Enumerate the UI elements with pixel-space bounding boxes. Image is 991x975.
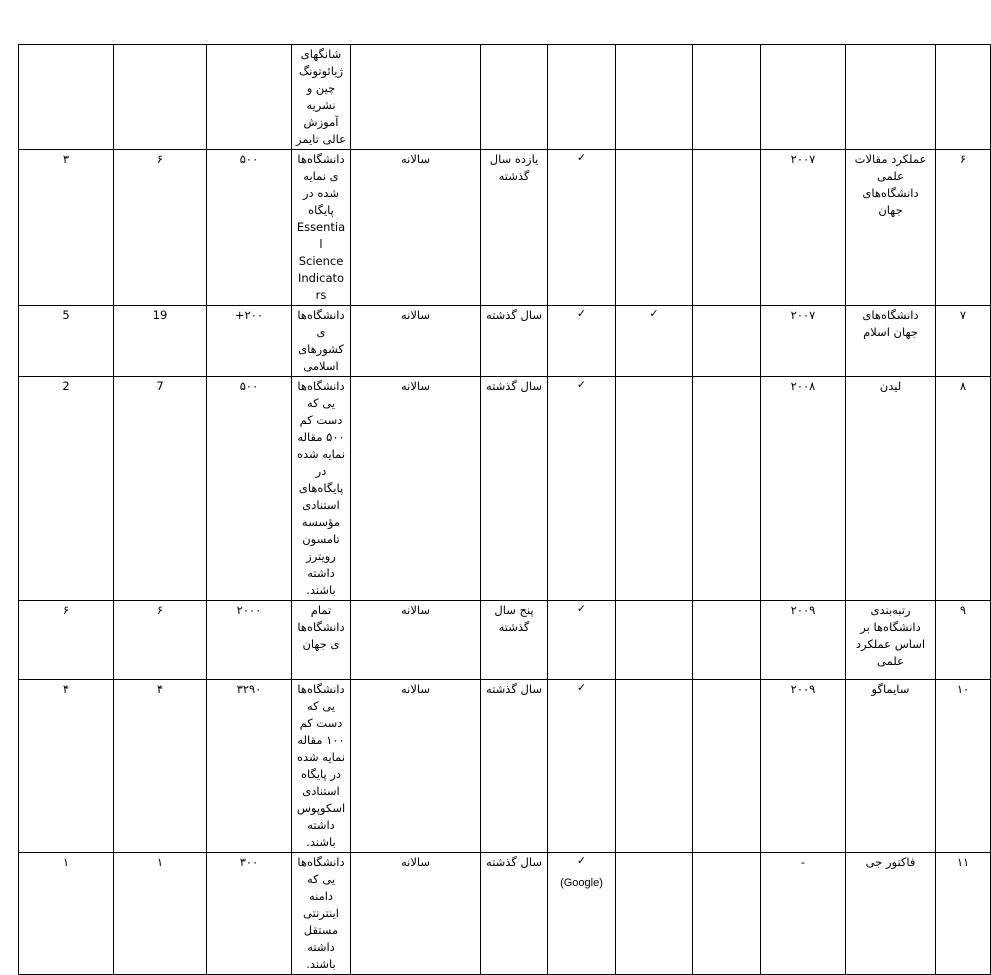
cell-criteria: دانشگاه‌هایی که دامنه اینترنتی مستقل داشته باشند. [292, 853, 351, 975]
cell-no [936, 45, 991, 150]
cell-name: لیدن [846, 377, 936, 601]
cell-count: ۵۰۰ [207, 150, 292, 306]
cell-no: ۱۰ [936, 680, 991, 853]
cell-name [846, 45, 936, 150]
cell-count: ۳۰۰ [207, 853, 292, 975]
cell-frequency: سالانه [351, 377, 481, 601]
cell-frequency [351, 45, 481, 150]
cell-frequency: سالانه [351, 853, 481, 975]
cell-value-a: ۶ [114, 601, 207, 680]
cell-period: سال گذشته [481, 306, 548, 377]
cell-frequency: سالانه [351, 680, 481, 853]
cell-year: - [761, 853, 846, 975]
cell-year [761, 45, 846, 150]
cell-period: یازده سال گذشته [481, 150, 548, 306]
cell-check-1 [693, 377, 761, 601]
cell-value-b: 5 [19, 306, 114, 377]
cell-year: ۲۰۰۷ [761, 150, 846, 306]
cell-name: فاکتور جی [846, 853, 936, 975]
cell-value-a: 7 [114, 377, 207, 601]
cell-count [207, 45, 292, 150]
cell-no: ۸ [936, 377, 991, 601]
cell-no: ۶ [936, 150, 991, 306]
cell-value-a [114, 45, 207, 150]
cell-name: دانشگاه‌های جهان اسلام [846, 306, 936, 377]
cell-count: ۵۰۰ [207, 377, 292, 601]
cell-check-2 [616, 601, 693, 680]
cell-check-2 [616, 377, 693, 601]
cell-criteria: دانشگاه‌هایی که دست کم ۱۰۰ مقاله نمایه شده در پایگاه استنادی اسکوپوس داشته باشند. [292, 680, 351, 853]
cell-criteria: تمام دانشگاه‌های جهان [292, 601, 351, 680]
cell-year: ۲۰۰۹ [761, 601, 846, 680]
cell-criteria: دانشگاه‌های نمایه شده در پایگاه Essential Science Indicators [292, 150, 351, 306]
cell-period: سال گذشته [481, 680, 548, 853]
cell-check-2 [616, 150, 693, 306]
table-row [19, 680, 991, 853]
cell-frequency: سالانه [351, 306, 481, 377]
cell-check-2 [616, 853, 693, 975]
table-row [19, 853, 991, 975]
table-row [19, 377, 991, 601]
cell-check-1 [693, 45, 761, 150]
cell-name: رتبه‌بندی دانشگاه‌ها بر اساس عملکرد علمی [846, 601, 936, 680]
table-row [19, 306, 991, 377]
table-row [19, 601, 991, 680]
cell-count: ۳۲۹۰ [207, 680, 292, 853]
cell-check-1 [693, 150, 761, 306]
cell-count: ۲۰۰۰ [207, 601, 292, 680]
cell-no: ۹ [936, 601, 991, 680]
cell-no: ۷ [936, 306, 991, 377]
cell-check-1 [693, 601, 761, 680]
cell-check-3: ✓ [548, 601, 616, 680]
cell-value-b: 2 [19, 377, 114, 601]
cell-year: ۲۰۰۸ [761, 377, 846, 601]
cell-check-2 [616, 45, 693, 150]
cell-value-b: ۶ [19, 601, 114, 680]
table-row [19, 150, 991, 306]
cell-check-3: ✓ [548, 150, 616, 306]
cell-check-3: ✓ [548, 377, 616, 601]
cell-criteria: دانشگاه‌هایی که دست کم ۵۰۰ مقاله نمایه شده در پایگاه‌های استنادی مؤسسه تامسون رویترز داشته باشند. [292, 377, 351, 601]
cell-frequency: سالانه [351, 601, 481, 680]
cell-criteria: شانگهای ژیائوتونگ چین و نشریه آموزش عالی تایمز [292, 45, 351, 150]
cell-value-a: ۱ [114, 853, 207, 975]
cell-check-3 [548, 853, 616, 975]
cell-value-a: 19 [114, 306, 207, 377]
cell-year: ۲۰۰۹ [761, 680, 846, 853]
cell-check-2: ✓ [616, 306, 693, 377]
cell-criteria: دانشگاه‌های کشورهای اسلامی [292, 306, 351, 377]
cell-value-a: ۶ [114, 150, 207, 306]
check-mark: ✓ [576, 854, 587, 867]
cell-value-b [19, 45, 114, 150]
cell-name: عملکرد مقالات علمی دانشگاه‌های جهان [846, 150, 936, 306]
cell-name: سایماگو [846, 680, 936, 853]
cell-period: سال گذشته [481, 377, 548, 601]
cell-check-1 [693, 680, 761, 853]
cell-year: ۲۰۰۷ [761, 306, 846, 377]
cell-check-2 [616, 680, 693, 853]
cell-check-3: ✓ [548, 306, 616, 377]
cell-value-b: ۱ [19, 853, 114, 975]
cell-frequency: سالانه [351, 150, 481, 306]
cell-count: +۲۰۰ [207, 306, 292, 377]
cell-check-3 [548, 45, 616, 150]
cell-period: سال گذشته [481, 853, 548, 975]
cell-value-a: ۴ [114, 680, 207, 853]
cell-period [481, 45, 548, 150]
cell-check-3: ✓ [548, 680, 616, 853]
table-row [19, 45, 991, 150]
cell-value-b: ۴ [19, 680, 114, 853]
cell-check-1 [693, 306, 761, 377]
cell-value-b: ۳ [19, 150, 114, 306]
cell-period: پنج سال گذشته [481, 601, 548, 680]
rankings-table [18, 44, 991, 975]
cell-no: ۱۱ [936, 853, 991, 975]
cell-check-1 [693, 853, 761, 975]
google-note: (Google) [560, 877, 603, 889]
